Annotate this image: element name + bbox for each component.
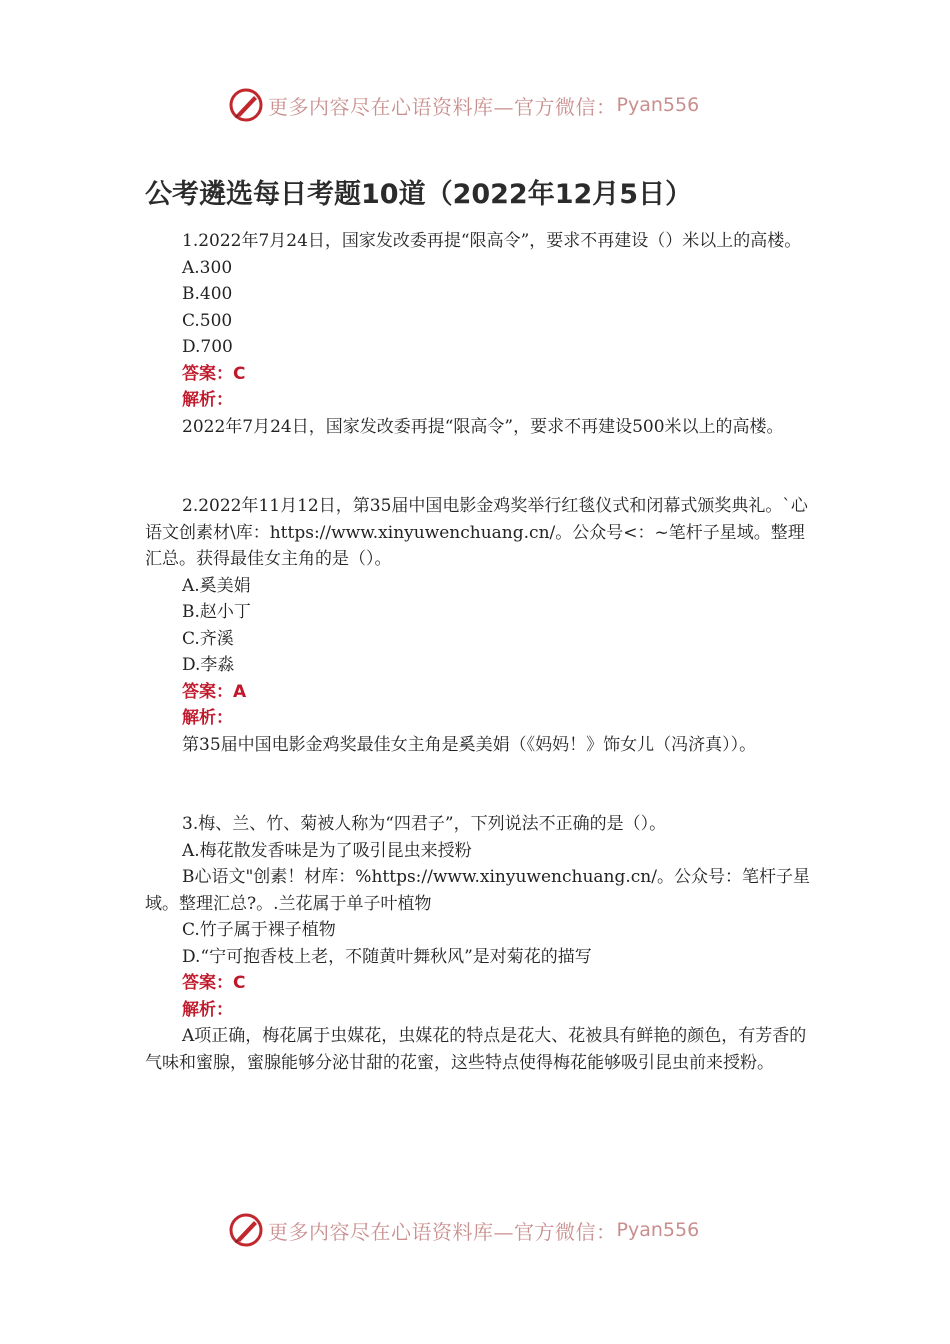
banner-wechat-id: Pyan556	[616, 94, 700, 116]
questions-body	[145, 228, 810, 1076]
analysis-label: 解析：	[182, 708, 233, 728]
option: B.赵小丁	[182, 602, 251, 622]
footer-banner	[228, 1210, 728, 1250]
banner-text: 更多内容尽在心语资料库—官方微信：	[268, 94, 617, 119]
pen-logo-icon	[228, 1212, 264, 1248]
option: D.李淼	[182, 655, 235, 675]
answer: 答案：A	[182, 681, 247, 702]
answer: 答案：C	[182, 363, 246, 384]
analysis-text: A项正确，梅花属于虫媒花，虫媒花的特点是花大、花被具有鲜艳的颜色，有芳香的气味和蜜腺，蜜腺能够分泌甘甜的花蜜，这些特点使得梅花能够吸引昆虫前来授粉。	[145, 1026, 807, 1073]
analysis-label: 解析：	[182, 390, 233, 410]
pen-logo-icon	[228, 87, 264, 123]
spacer	[145, 440, 810, 493]
option: B.400	[182, 284, 233, 304]
analysis-text: 第35届中国电影金鸡奖最佳女主角是奚美娟（《妈妈！》饰女儿（冯济真））。	[182, 734, 757, 755]
option: A.奚美娟	[182, 575, 251, 596]
banner-wechat-id: Pyan556	[616, 1219, 700, 1241]
question-2	[145, 493, 810, 758]
question-stem: 3.梅、兰、竹、菊被人称为“四君子”，下列说法不正确的是（）。	[182, 814, 667, 834]
question-stem: 1.2022年7月24日，国家发改委再提“限高令”，要求不再建设（）米以上的高楼。	[182, 231, 802, 251]
banner-text: 更多内容尽在心语资料库—官方微信：	[268, 1219, 617, 1244]
question-3	[145, 811, 810, 1076]
analysis-label: 解析：	[182, 999, 233, 1020]
option: D.“宁可抱香枝上老，不随黄叶舞秋风”是对菊花的描写	[182, 946, 592, 967]
option: C.齐溪	[182, 628, 234, 649]
option: A.梅花散发香味是为了吸引昆虫来授粉	[182, 840, 472, 861]
option: A.300	[182, 257, 233, 278]
option: B心语文"创素！材库：%https://www.xinyuwenchuang.cn/。公众号：笔杆子星域。整理汇总?。.兰花属于单子叶植物	[145, 867, 810, 914]
option: C.竹子属于裸子植物	[182, 920, 336, 940]
question-1	[145, 228, 810, 440]
question-stem: 2.2022年11月12日，第35届中国电影金鸡奖举行红毯仪式和闭幕式颁奖典礼。`心语文创素材\库：https://www.xinyuwenchuang.cn/。公众号<：~笔杆子星域。整理汇总。获得最佳女主角的是（）。	[145, 496, 808, 569]
spacer	[145, 758, 810, 811]
answer: 答案：C	[182, 973, 246, 993]
header-banner	[228, 85, 728, 125]
option: C.500	[182, 310, 233, 331]
analysis-text: 2022年7月24日，国家发改委再提“限高令”，要求不再建设500米以上的高楼。	[182, 416, 784, 437]
page-title: 公考遴选每日考题10道（2022年12月5日）	[145, 179, 693, 210]
option: D.700	[182, 337, 233, 357]
